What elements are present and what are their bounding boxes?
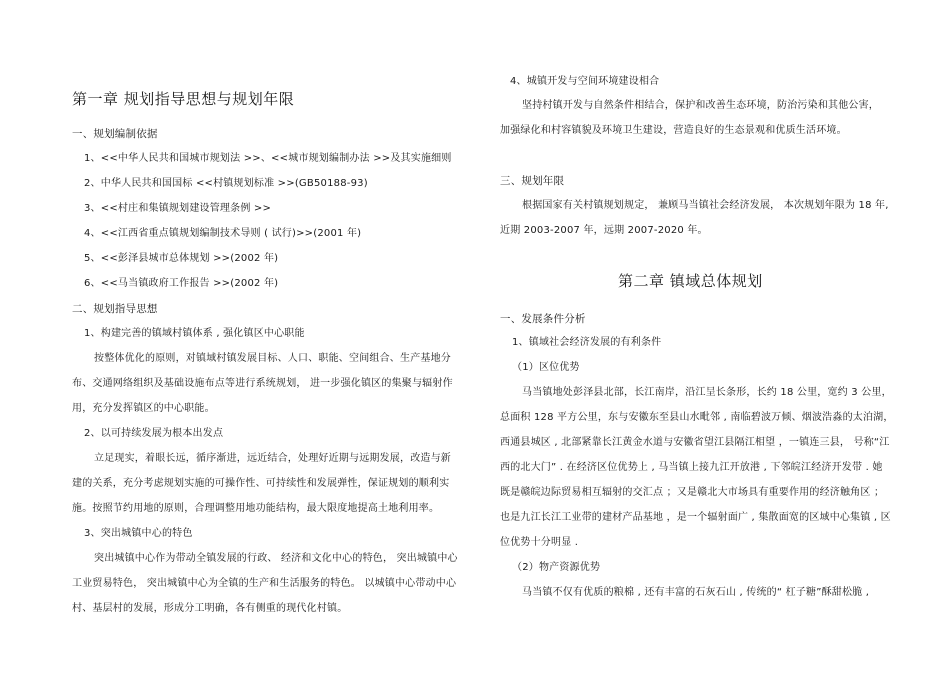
paragraph-line: 建的关系，充分考虑规划实施的可操作性、可持续性和发展弹性，保证规划的顺利实: [72, 478, 450, 489]
guideline-4-title: 4、城镇开发与空间环境建设相合: [510, 76, 660, 87]
guideline-2-title: 2、以可持续发展为根本出发点: [84, 428, 224, 439]
guideline-3-title: 3、突出城镇中心的特色: [84, 528, 193, 539]
paragraph-line: 施。按照节约用地的原则，合理调整用地功能结构，最大限度地提高土地利用率。: [72, 503, 440, 514]
section-basis-heading: 一、规划编制依据: [72, 128, 158, 140]
guideline-1-title: 1、构建完善的镇域村镇体系 , 强化镇区中心职能: [84, 328, 305, 339]
paragraph-line: 西的北大门” . 在经济区位优势上 , 马当镇上接九江开放港 , 下邻皖江经济开发带 . 她: [500, 462, 883, 473]
paragraph-line: 近期 2003-2007 年，远期 2007-2020 年。: [500, 225, 708, 236]
section-guideline-heading: 二、规划指导思想: [72, 303, 158, 315]
paragraph-line: 既是赣皖边际贸易相互辐射的交汇点 ；又是赣北大市场具有重要作用的经济触角区 ；: [500, 487, 885, 498]
basis-item: 3、<<村庄和集镇规划建设管理条例 >>: [84, 203, 272, 214]
paragraph-line: 位优势十分明显 .: [500, 537, 579, 548]
paragraph-line: 工业贸易特色， 突出城镇中心为全镇的生产和生活服务的特色。 以城镇中心带动中心: [72, 578, 457, 589]
paragraph-line: 西通县城区 , 北部紧靠长江黄金水道与安徽省望江县隔江相望 ，一镇连三县， 号称“江: [500, 437, 890, 448]
paragraph-line: 马当镇不仅有优质的粮棉 , 还有丰富的石灰石山 , 传统的“ 杠子糖”酥甜松脆 ,: [522, 587, 870, 598]
paragraph-line: 总面积 128 平方公里，东与安徽东至县山水毗邻 , 南临碧波万倾、烟波浩淼的太泊湖，: [500, 412, 894, 423]
paragraph-line: 加强绿化和村容镇貌及环境卫生建设，营造良好的生态景观和优质生活环境。: [500, 125, 847, 136]
section-period-heading: 三、规划年限: [500, 175, 565, 187]
paragraph-line: 坚持村镇开发与自然条件相结合，保护和改善生态环境，防治污染和其他公害，: [522, 100, 879, 111]
paragraph-line: 根据国家有关村镇规划规定， 兼顾马当镇社会经济发展， 本次规划年限为 18 年,: [522, 200, 889, 211]
basis-item: 1、<<中华人民共和国城市规划法 >>、<<城市规划编制办法 >>及其实施细则: [84, 153, 452, 164]
basis-item: 6、<<马当镇政府工作报告 >>(2002 年): [84, 278, 279, 289]
paragraph-line: 马当镇地处彭泽县北部，长江南岸，沿江呈长条形，长约 18 公里，宽约 3 公里，: [522, 387, 892, 398]
paragraph-line: 也是九江长江工业带的建材产品基地 ，是一个辐射面广 , 集散面宽的区域中心集镇 , 区: [500, 512, 891, 523]
paragraph-line: 立足现实，着眼长远，循序渐进，远近结合，处理好近期与远期发展，改造与新: [94, 453, 451, 464]
paragraph-line: 布、交通网络组织及基础设施布点等进行系统规划， 进一步强化镇区的集聚与辐射作: [72, 378, 453, 389]
basis-item: 5、<<彭泽县城市总体规划 >>(2002 年): [84, 253, 279, 264]
chapter-1-title: 第一章 规划指导思想与规划年限: [72, 90, 295, 108]
basis-item: 4、<<江西省重点镇规划编制技术导则 ( 试行)>>(2001 年): [84, 228, 362, 239]
paragraph-line: 突出城镇中心作为带动全镇发展的行政、 经济和文化中心的特色， 突出城镇中心: [94, 553, 458, 564]
item-title: （2）物产资源优势: [512, 562, 601, 573]
paragraph-line: 村、基层村的发展，形成分工明确，各有侧重的现代化村镇。: [72, 603, 348, 614]
paragraph-line: 按整体优化的原则，对镇域村镇发展目标、人口、职能、空间组合、生产基地分: [94, 353, 451, 364]
paragraph-line: 用，充分发挥镇区的中心职能。: [72, 403, 215, 414]
chapter-2-title: 第二章 镇域总体规划: [618, 272, 763, 290]
subsection-title: 1、镇域社会经济发展的有利条件: [512, 337, 662, 348]
basis-item: 2、中华人民共和国国标 <<村镇规划标准 >>(GB50188-93): [84, 178, 368, 189]
item-title: （1）区位优势: [512, 362, 580, 373]
section-conditions-heading: 一、发展条件分析: [500, 313, 586, 325]
